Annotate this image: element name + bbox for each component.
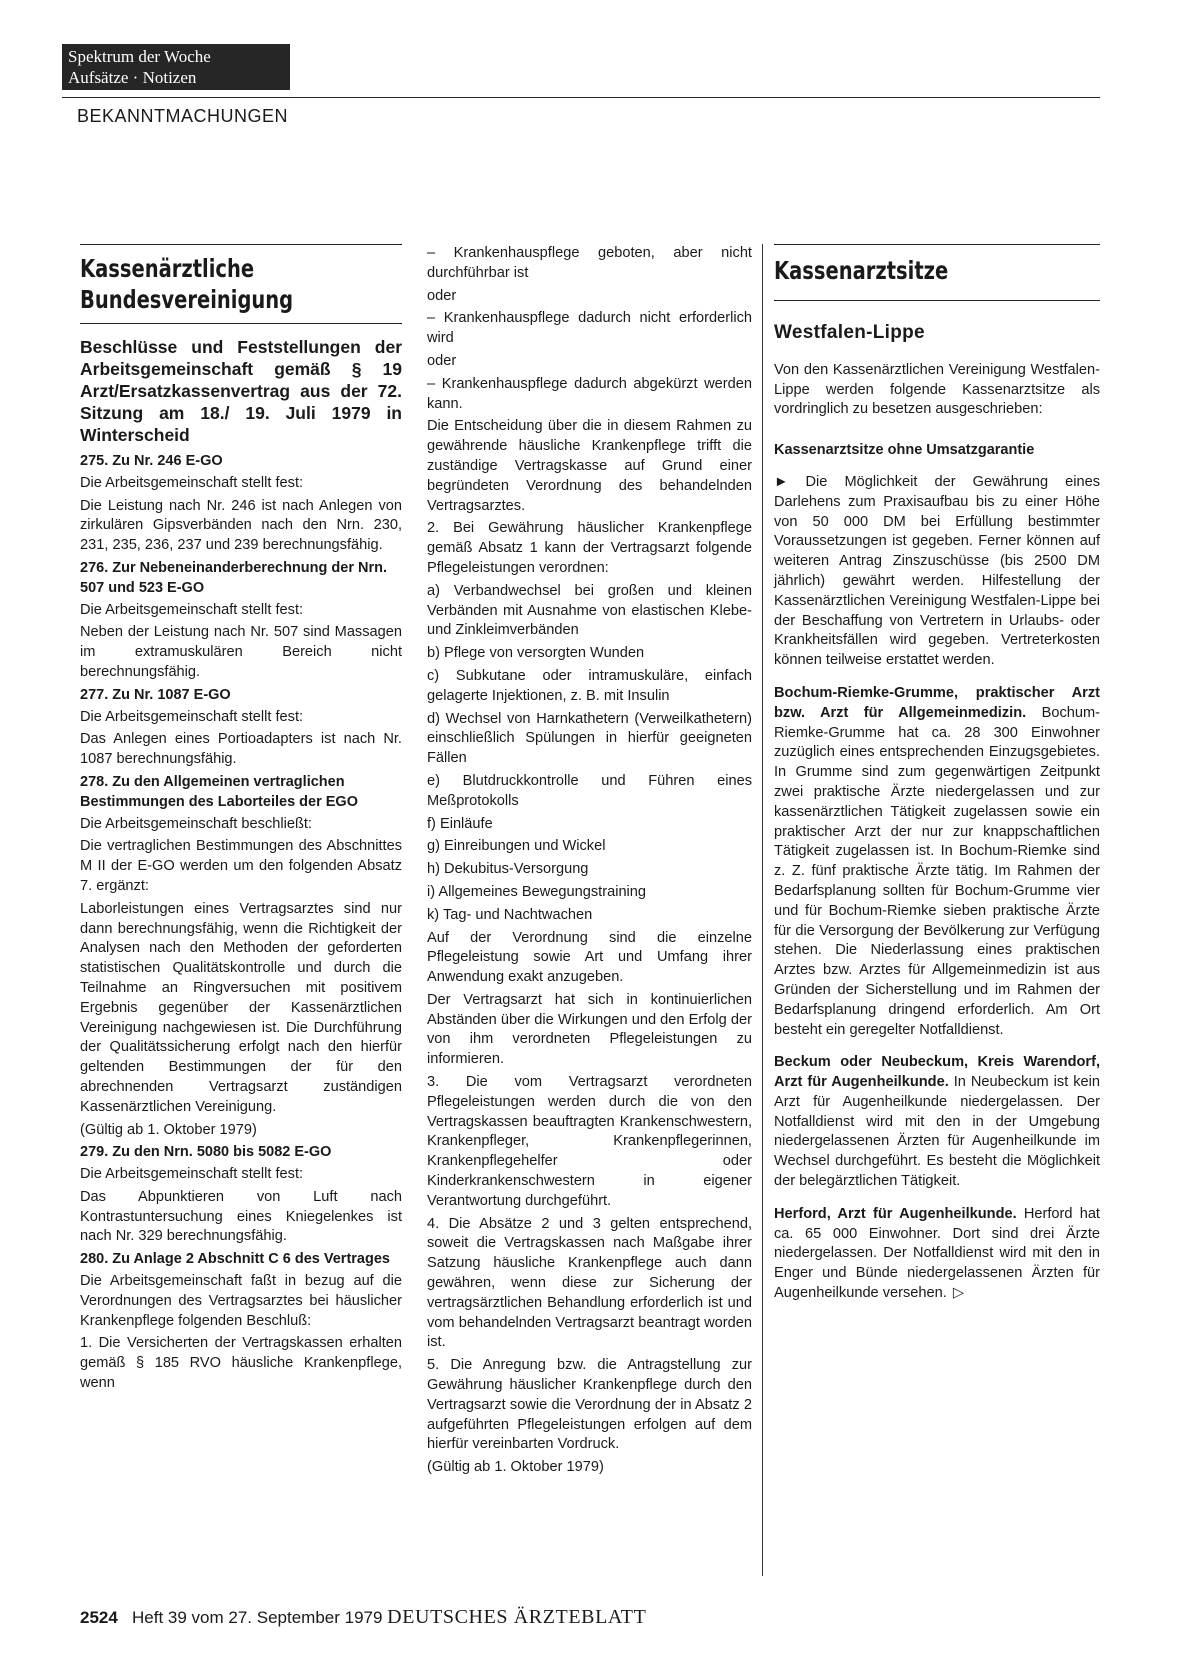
paragraph: 3. Die vom Vertragsarzt verordneten Pflegeleistungen werden durch die von den Vertragskassen beauftragten Krankenschwestern, Krankenpfleger, Krankenpflegerinnen, Krankenpflegehelfer oder Kinderkrankenschwestern in eigener Verantwortung durchgeführt. — [427, 1074, 752, 1209]
listing-text: Herford hat ca. 65 000 Einwohner. Dort sind drei Ärzte niedergelassen. Der Notfalldienst wird mit den in Enger und Bünde niedergelassenen Ärzten für Augenheilkunde versehen. — [774, 1205, 1100, 1302]
page-footer — [80, 1606, 646, 1629]
paragraph: Die Arbeitsgemeinschaft faßt in bezug auf die Verordnungen des Vertragsarztes bei häuslicher Krankenpflege folgenden Beschluß: — [80, 1273, 402, 1329]
list-item: b) Pflege von versorgten Wunden — [427, 645, 645, 662]
listing-title: Beckum oder Neubeckum, Kreis Warendorf, Arzt für Augenheilkunde. — [774, 1054, 1100, 1091]
bullet-triangle-icon: ► — [774, 473, 789, 490]
listing-text: Bochum-Riemke-Grumme hat ca. 28 300 Einwohner zuzüglich eines entsprechenden Einzugsgebietes. In Grumme sind zum gegenwärtigen Zeitpunkt zwei praktische Ärzte niedergelassen und zur kassenärztlichen Tätigkeit zugelassen sowie ein praktischer Arzt der nur zur knappschaftlichen Tätigkeit zugelassen ist. In Bochum-Riemke sind z. Z. fünf praktische Ärzte tätig. Im Rahmen der Bedarfsplanung sollten für Bochum-Grumme vier und für Bochum-Riemke sieben praktische Ärzte für die Versorgung der Bevölkerung zur Verfügung stehen. Die Niederlassung eines praktischen Arztes bzw. Arztes für Allgemeinmedizin ist aus Gründen der Sicherstellung und im Rahmen der Bedarfsplanung dringend erforderlich. Am Ort besteht ein geregelter Notfalldienst. — [774, 704, 1100, 1038]
paragraph: (Gültig ab 1. Oktober 1979) — [427, 1459, 604, 1476]
paragraph: Das Abpunktieren von Luft nach Kontrastuntersuchung eines Kniegelenkes ist nach Nr. 329 berechnungsfähig. — [80, 1188, 402, 1245]
paragraph: 1. Die Versicherten der Vertragskassen erhalten gemäß § 185 RVO häusliche Krankenpflege, wenn — [80, 1335, 402, 1392]
column-2 — [427, 244, 752, 1481]
info-paragraph — [774, 473, 1100, 671]
top-rule — [62, 97, 1100, 98]
article-title-line-1: Kassenärztliche — [80, 254, 255, 283]
list-item: – Krankenhauspflege geboten, aber nicht durchführbar ist — [427, 245, 752, 281]
continue-arrow-icon: ▷ — [952, 1285, 965, 1302]
list-item: a) Verbandwechsel bei großen und kleinen Verbänden mit Ausnahme von elastischen Klebe- und Zinkleimverbänden — [427, 582, 752, 639]
listing-entry — [774, 1205, 1100, 1304]
issue-info: Heft 39 vom 27. September 1979 — [132, 1608, 383, 1627]
title-rule — [774, 244, 1100, 245]
paragraph: Die Leistung nach Nr. 246 ist nach Anlegen von zirkulären Gipsverbänden nach den Nrn. 230, 231, 235, 236, 237 und 239 berechnungsfähig. — [80, 497, 402, 554]
listing-entry — [774, 684, 1100, 1040]
title-rule-bottom — [774, 300, 1100, 301]
item-275-heading: 275. Zu Nr. 246 E-GO — [80, 453, 223, 469]
intro-paragraph: Von den Kassenärztlichen Vereinigung Westfalen-Lippe werden folgende Kassenarztsitze als vordringlich zu besetzen ausgeschrieben: — [774, 361, 1100, 418]
column-1 — [80, 244, 402, 1397]
article-title-line-2: Bundesvereinigung — [80, 285, 294, 314]
list-item: – Krankenhauspflege dadurch nicht erforderlich wird — [427, 310, 752, 347]
rubric-line-1: Spektrum der Woche — [68, 47, 211, 66]
rubric-box — [62, 44, 290, 90]
item-278-heading: 278. Zu den Allgemeinen vertraglichen Bestimmungen des Laborteiles der EGO — [80, 773, 358, 810]
paragraph: (Gültig ab 1. Oktober 1979) — [80, 1121, 257, 1138]
paragraph: Die Entscheidung über die in diesem Rahmen zu gewährende häusliche Krankenpflege trifft die zuständige Vertragskasse auf Grund einer begründeten Verordnung des behandelnden Vertragsarztes. — [427, 418, 752, 514]
listing-text: In Neubeckum ist kein Arzt für Augenheilkunde niedergelassen. Der Notfalldienst wird mit den in der Umgebung niedergelassenen Ärzten für Augenheilkunde im Wechsel durchgeführt. Es besteht die Möglichkeit der belegärztlichen Tätigkeit. — [774, 1074, 1100, 1190]
list-item: – Krankenhauspflege dadurch abgekürzt werden kann. — [427, 375, 752, 412]
article-subtitle: Beschlüsse und Feststellungen der Arbeitsgemeinschaft gemäß § 19 Arzt/Ersatzkassenvertrag aus der 72. Sitzung am 18./ 19. Juli 1979 in Winterscheid — [80, 337, 402, 445]
list-item: c) Subkutane oder intramuskuläre, einfach gelagerte Injektionen, z. B. mit Insulin — [427, 667, 752, 704]
list-item: f) Einläufe — [427, 815, 493, 832]
article-title — [80, 253, 331, 315]
paragraph: Die Arbeitsgemeinschaft stellt fest: — [80, 601, 304, 618]
listing-entry — [774, 1053, 1100, 1192]
column-3 — [774, 244, 1100, 1307]
info-text: Die Möglichkeit der Gewährung eines Darlehens zum Praxisaufbau bis zu einer Höhe von 50 000 DM bei Erfüllung bestimmter Voraussetzungen ist gegeben. Ferner können auf weiteren Antrag Zinszuschüsse (bis 2500 DM jährlich) gewährt werden. Hilfestellung der Kassenärztlichen Vereinigung Westfalen-Lippe bei der Beschaffung von Vertretern in Urlaubs- oder Krankheitsfällen wird gegeben. Vertreterkosten können teilweise erstattet werden. — [774, 473, 1100, 669]
paragraph: Auf der Verordnung sind die einzelne Pflegeleistung sowie Art und Umfang ihrer Anwendung exakt anzugeben. — [427, 929, 752, 986]
paragraph: Neben der Leistung nach Nr. 507 sind Massagen im extramuskulären Bereich nicht berechnungsfähig. — [80, 624, 402, 680]
paragraph: Die Arbeitsgemeinschaft stellt fest: — [80, 708, 304, 725]
section-title: Kassenarztsitze — [774, 256, 949, 285]
paragraph: Die vertraglichen Bestimmungen des Abschnittes M II der E-GO werden um den folgenden Absatz 7. ergänzt: — [80, 838, 402, 894]
title-rule — [80, 244, 402, 245]
list-item: h) Dekubitus-Versorgung — [427, 861, 589, 878]
paragraph: Der Vertragsarzt hat sich in kontinuierlichen Abständen über die Wirkungen und den Erfolg der von ihm verordneten Pflegeleistungen zu informieren. — [427, 991, 752, 1068]
item-280-heading: 280. Zu Anlage 2 Abschnitt C 6 des Vertrages — [80, 1251, 390, 1268]
list-item: i) Allgemeines Bewegungstraining — [427, 883, 647, 900]
paragraph: Laborleistungen eines Vertragsarztes sind nur dann berechnungsfähig, wenn die Richtigkeit der Analysen nach den Methoden der geforderten statistischen Qualitätskontrolle und durch die Teilnahme an Ringversuchen mit positivem Ergebnis gegenüber der Kassenärztlichen Vereinigung nachgewiesen ist. Die Durchführung der Qualitätssicherung erfolgt nach den hierfür geltenden Bestimmungen der für den abrechnenden Vertragsarzt zuständigen Kassenärztlichen Vereinigung. — [80, 900, 402, 1115]
paragraph: 4. Die Absätze 2 und 3 gelten entsprechend, soweit die Vertragskassen nach Maßgabe ihrer Satzung häusliche Krankenpflege auch dann gewähren, wenn diese zur Sicherung der vertragsärztlichen Behandlung erforderlich ist und vom behandelnden Vertragsarzt beantragt worden ist. — [427, 1215, 752, 1351]
category-heading: Kassenarztsitze ohne Umsatzgarantie — [774, 442, 1035, 459]
list-item: e) Blutdruckkontrolle und Führen eines Meßprotokolls — [427, 772, 752, 809]
page-number: 2524 — [80, 1608, 118, 1627]
region-heading: Westfalen-Lippe — [774, 322, 925, 343]
list-item: k) Tag- und Nachtwachen — [427, 906, 593, 923]
paragraph: Die Arbeitsgemeinschaft beschließt: — [80, 815, 312, 832]
listing-title: Herford, Arzt für Augenheilkunde. — [774, 1205, 1017, 1222]
listing-title: Bochum-Riemke-Grumme, praktischer Arzt bzw. Arzt für Allgemeinmedizin. — [774, 684, 1100, 721]
paragraph: 2. Bei Gewährung häuslicher Krankenpflege gemäß Absatz 1 kann der Vertragsarzt folgende Pflegeleistungen verordnen: — [427, 520, 752, 576]
list-item: d) Wechsel von Harnkathetern (Verweilkathetern) einschließlich Spülungen in hierfür geeigneten Fällen — [427, 710, 752, 767]
section-label: BEKANNTMACHUNGEN — [77, 106, 289, 126]
title-rule-bottom — [80, 323, 402, 324]
connector-word: oder — [427, 287, 457, 304]
list-item: g) Einreibungen und Wickel — [427, 838, 606, 855]
paragraph: Die Arbeitsgemeinschaft stellt fest: — [80, 474, 304, 491]
item-279-heading: 279. Zu den Nrn. 5080 bis 5082 E-GO — [80, 1144, 332, 1161]
item-276-heading: 276. Zur Nebeneinanderberechnung der Nrn. 507 und 523 E-GO — [80, 559, 387, 596]
paragraph: 5. Die Anregung bzw. die Antragstellung zur Gewährung häuslicher Krankenpflege durch den Vertragsarzt sowie die Verordnung der in Absatz 2 aufgeführten Pflegeleistungen erfolgen auf dem hierfür vereinbarten Vordruck. — [427, 1357, 752, 1453]
rubric-line-2: Aufsätze · Notizen — [68, 68, 197, 87]
item-277-heading: 277. Zu Nr. 1087 E-GO — [80, 686, 231, 703]
connector-word: oder — [427, 352, 457, 369]
paragraph: Das Anlegen eines Portioadapters ist nach Nr. 1087 berechnungsfähig. — [80, 731, 402, 768]
paragraph: Die Arbeitsgemeinschaft stellt fest: — [80, 1166, 304, 1183]
journal-name: DEUTSCHES ÄRZTEBLATT — [387, 1606, 647, 1628]
column-divider — [762, 244, 763, 1576]
